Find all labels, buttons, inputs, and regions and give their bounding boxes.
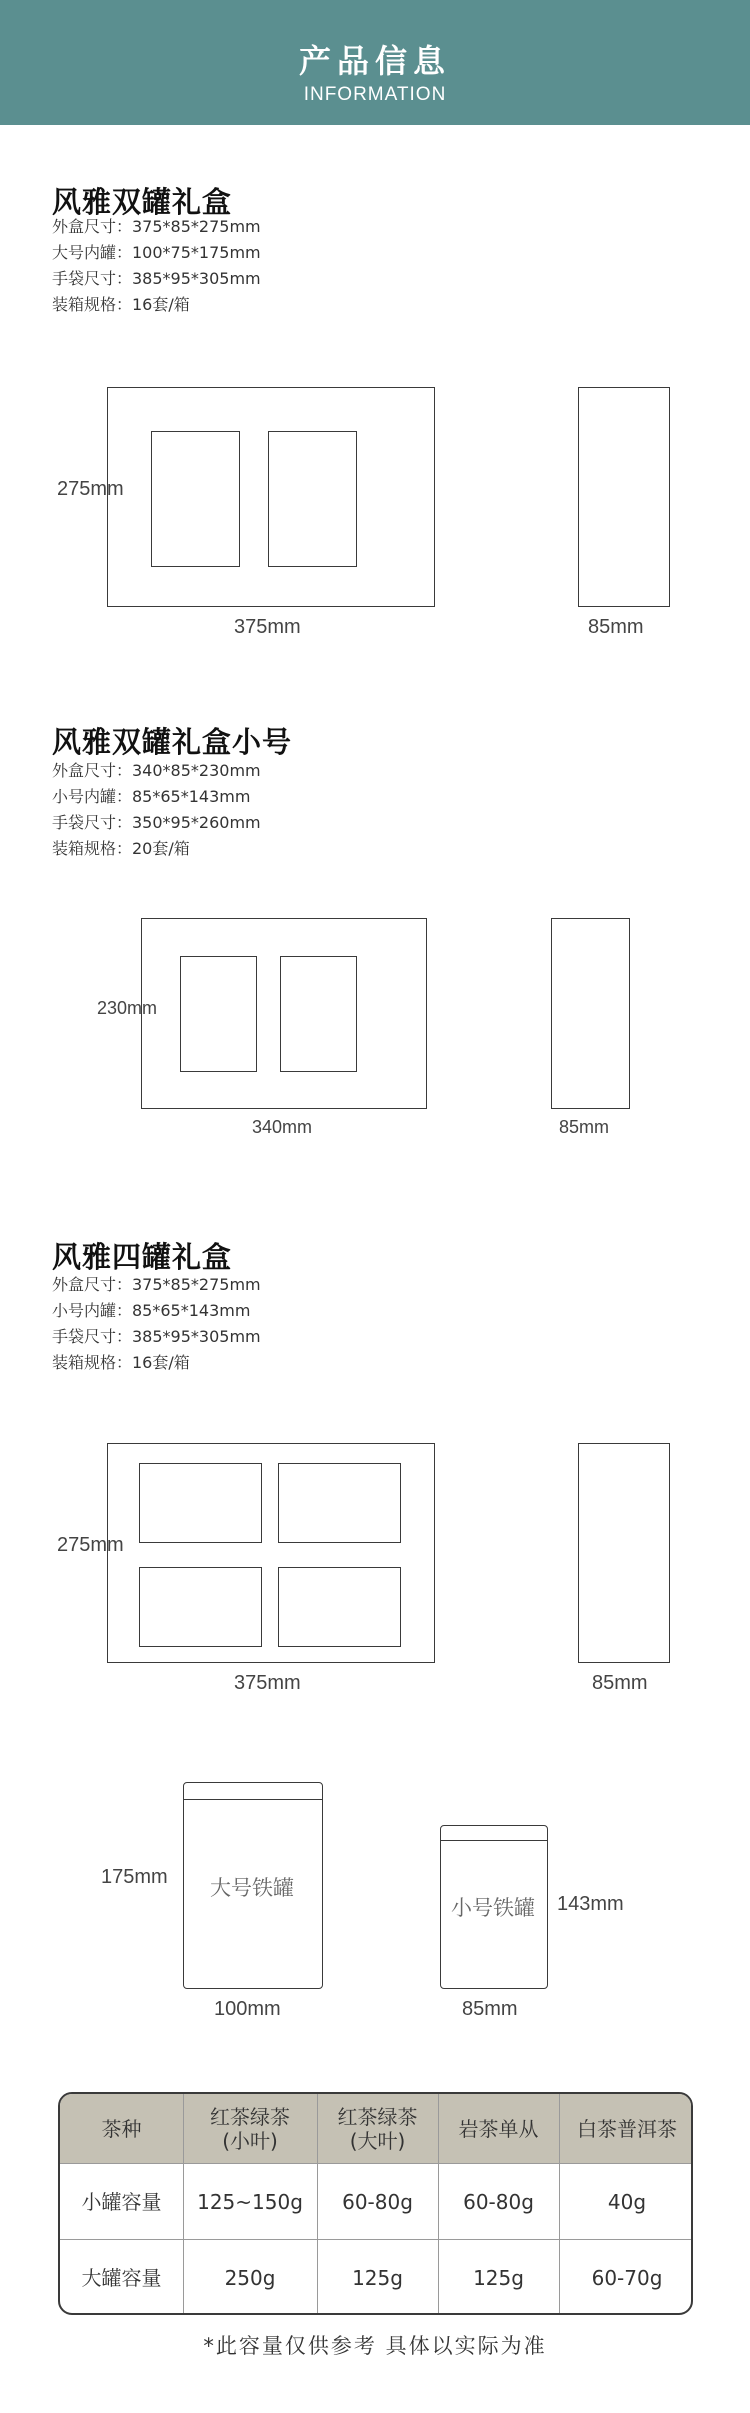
- spec-line: 手袋尺寸：385*95*305mm: [52, 269, 261, 288]
- large-can-height-label: 175mm: [101, 1866, 168, 1888]
- spec-line: 手袋尺寸：385*95*305mm: [52, 1327, 261, 1346]
- table-header-cell: 茶种: [101, 2116, 142, 2141]
- spec-line: 大号内罐：100*75*175mm: [52, 243, 261, 262]
- box1-height-label: 275mm: [57, 478, 124, 500]
- table-cell: 小罐容量: [81, 2189, 162, 2214]
- table-cell: 125g: [473, 2265, 524, 2290]
- can-lid-line: [184, 1799, 322, 1800]
- page-title: 产品信息: [298, 42, 451, 80]
- box3-can-slot: [278, 1567, 401, 1647]
- box3-width-label: 375mm: [234, 1672, 301, 1694]
- spec-line: 装箱规格：16套/箱: [52, 295, 190, 314]
- box2-height-label: 230mm: [97, 998, 158, 1018]
- small-can-height-label: 143mm: [557, 1893, 624, 1915]
- box1-can-slot: [268, 431, 357, 567]
- box1-side-outline: [578, 387, 670, 607]
- spec-line: 装箱规格：20套/箱: [52, 839, 190, 858]
- spec-line: 外盒尺寸：375*85*275mm: [52, 217, 261, 236]
- capacity-table: [58, 2092, 693, 2315]
- page-subtitle: INFORMATION: [303, 84, 447, 105]
- capacity-note: *此容量仅供参考 具体以实际为准: [203, 2334, 547, 2358]
- page-header: [0, 0, 750, 125]
- table-cell: 40g: [607, 2189, 647, 2214]
- spec-line: 外盒尺寸：375*85*275mm: [52, 1275, 261, 1294]
- section2-title: 风雅双罐礼盒小号: [52, 725, 293, 759]
- spec-line: 小号内罐：85*65*143mm: [52, 1301, 251, 1320]
- table-header-cell: 红茶绿茶 (大叶): [337, 2104, 418, 2153]
- spec-line: 手袋尺寸：350*95*260mm: [52, 813, 261, 832]
- box1-can-slot: [151, 431, 240, 567]
- box3-side-outline: [578, 1443, 670, 1663]
- large-can-label: 大号铁罐: [210, 1876, 294, 1900]
- table-header-cell: 红茶绿茶 (小叶): [210, 2104, 290, 2153]
- section1-specs: [52, 214, 261, 318]
- spec-line: 外盒尺寸：340*85*230mm: [52, 761, 261, 780]
- box2-can-slot: [180, 956, 257, 1072]
- box3-height-label: 275mm: [57, 1534, 124, 1556]
- box2-can-slot: [280, 956, 357, 1072]
- box3-can-slot: [278, 1463, 401, 1543]
- box2-side-outline: [551, 918, 630, 1109]
- section3-title: 风雅四罐礼盒: [52, 1240, 233, 1274]
- table-cell: 60-70g: [591, 2265, 663, 2290]
- table-cell: 大罐容量: [81, 2265, 162, 2290]
- box3-depth-label: 85mm: [592, 1672, 648, 1694]
- section1-title: 风雅双罐礼盒: [52, 185, 233, 219]
- table-cell: 250g: [224, 2265, 276, 2290]
- box3-can-slot: [139, 1567, 262, 1647]
- section3-specs: [52, 1272, 261, 1376]
- table-cell: 60-80g: [342, 2189, 413, 2214]
- box1-depth-label: 85mm: [588, 616, 644, 638]
- spec-line: 小号内罐：85*65*143mm: [52, 787, 251, 806]
- box2-depth-label: 85mm: [559, 1117, 610, 1137]
- can-lid-line: [441, 1840, 547, 1841]
- table-cell: 125~150g: [197, 2189, 303, 2214]
- section2-specs: [52, 758, 261, 862]
- spec-line: 装箱规格：16套/箱: [52, 1353, 190, 1372]
- large-can-width-label: 100mm: [214, 1998, 281, 2020]
- table-header-cell: 白茶普洱茶: [577, 2116, 677, 2141]
- box1-width-label: 375mm: [234, 616, 301, 638]
- box2-width-label: 340mm: [252, 1117, 313, 1137]
- table-cell: 60-80g: [463, 2189, 534, 2214]
- small-can-width-label: 85mm: [462, 1998, 518, 2020]
- table-header-cell: 岩茶单从: [458, 2116, 539, 2141]
- table-cell: 125g: [352, 2265, 403, 2290]
- box3-can-slot: [139, 1463, 262, 1543]
- small-can-label: 小号铁罐: [451, 1896, 535, 1920]
